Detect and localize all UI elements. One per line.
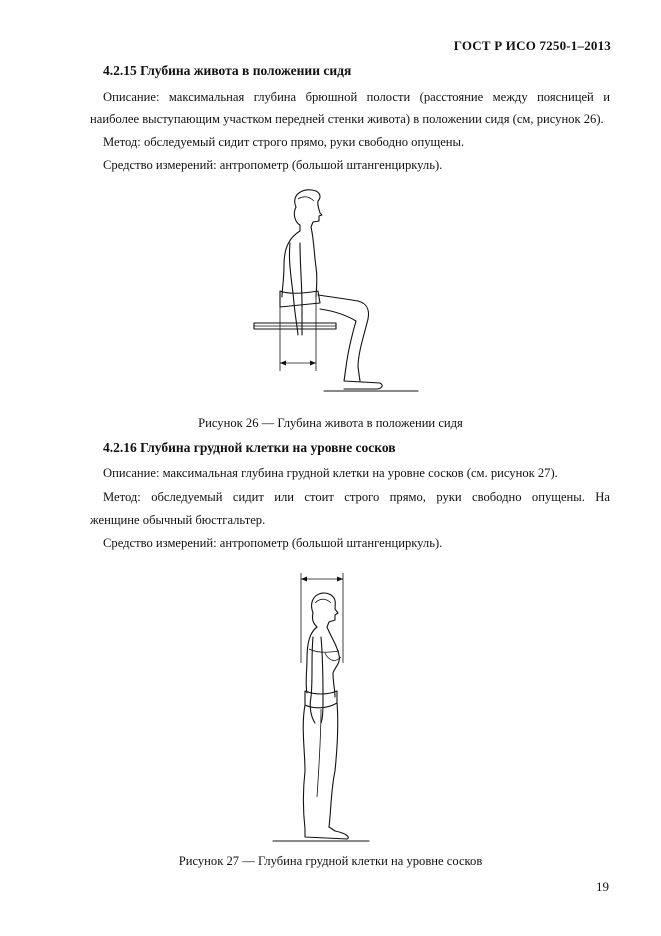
description-line-2: наиболее выступающим участком передней стенки живота) в положении сидя (см, рисунок 26). bbox=[90, 112, 604, 126]
method-text: Метод: обследуемый сидит строго прямо, руки свободно опущены. bbox=[103, 135, 465, 149]
method-line-1: Метод: обследуемый сидит или стоит строго прямо, руки свободно опущены. На bbox=[103, 490, 610, 504]
method-line-2: женщине обычный бюстгальтер. bbox=[90, 513, 266, 527]
section-heading-4-2-16: 4.2.16 Глубина грудной клетки на уровне сосков bbox=[103, 440, 396, 455]
page-number: 19 bbox=[596, 879, 609, 894]
measuring-tool-text: Средство измерений: антропометр (большой штангенциркуль). bbox=[103, 536, 443, 550]
figure-27-caption: Рисунок 27 — Глубина грудной клетки на уровне сосков bbox=[178, 854, 483, 868]
measuring-tool-text: Средство измерений: антропометр (большой штангенциркуль). bbox=[103, 158, 443, 172]
description-line-1: Описание: максимальная глубина брюшной полости (расстояние между поясницей и bbox=[103, 90, 610, 104]
figure-27-standing-chest-depth bbox=[265, 567, 375, 845]
figure-26-caption: Рисунок 26 — Глубина живота в положении сидя bbox=[198, 416, 463, 430]
document-id-header: ГОСТ Р ИСО 7250-1–2013 bbox=[453, 38, 611, 53]
section-heading-4-2-15: 4.2.15 Глубина живота в положении сидя bbox=[103, 63, 352, 78]
figure-26-seated-abdominal-depth bbox=[240, 185, 430, 395]
description-text: Описание: максимальная глубина грудной клетки на уровне сосков (см. рисунок 27). bbox=[103, 466, 558, 480]
